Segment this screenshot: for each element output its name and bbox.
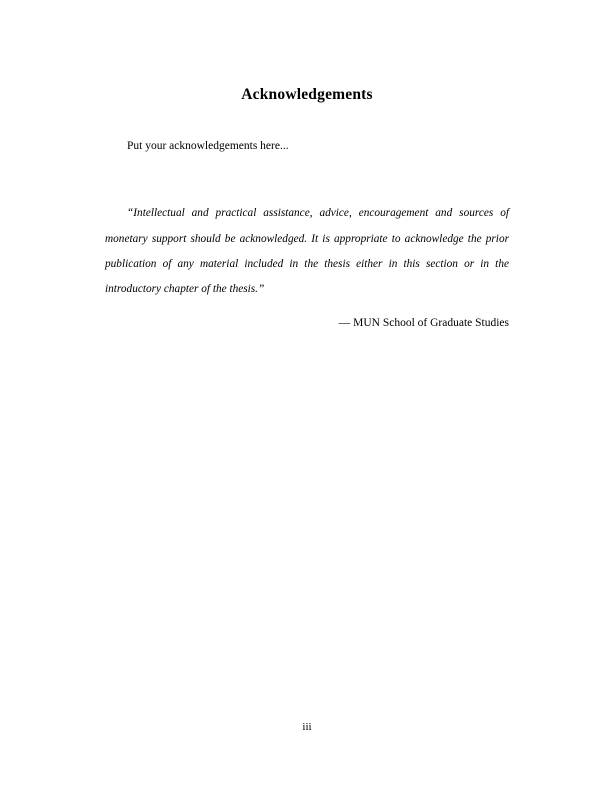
page-content (105, 86, 509, 329)
quotation-attribution: — MUN School of Graduate Studies (338, 316, 509, 329)
page-number: iii (302, 721, 312, 733)
page-title: Acknowledgements (241, 86, 373, 103)
intro-paragraph: Put your acknowledgements here... (127, 140, 289, 152)
quotation-text: “Intellectual and practical assistance, advice, encouragement and sources of monetary support should be acknowledged. It is appropriate to acknowledge the prior publication of any material included in the thesis either in this section or in the introductory chapter of the thesis.” (105, 207, 509, 296)
